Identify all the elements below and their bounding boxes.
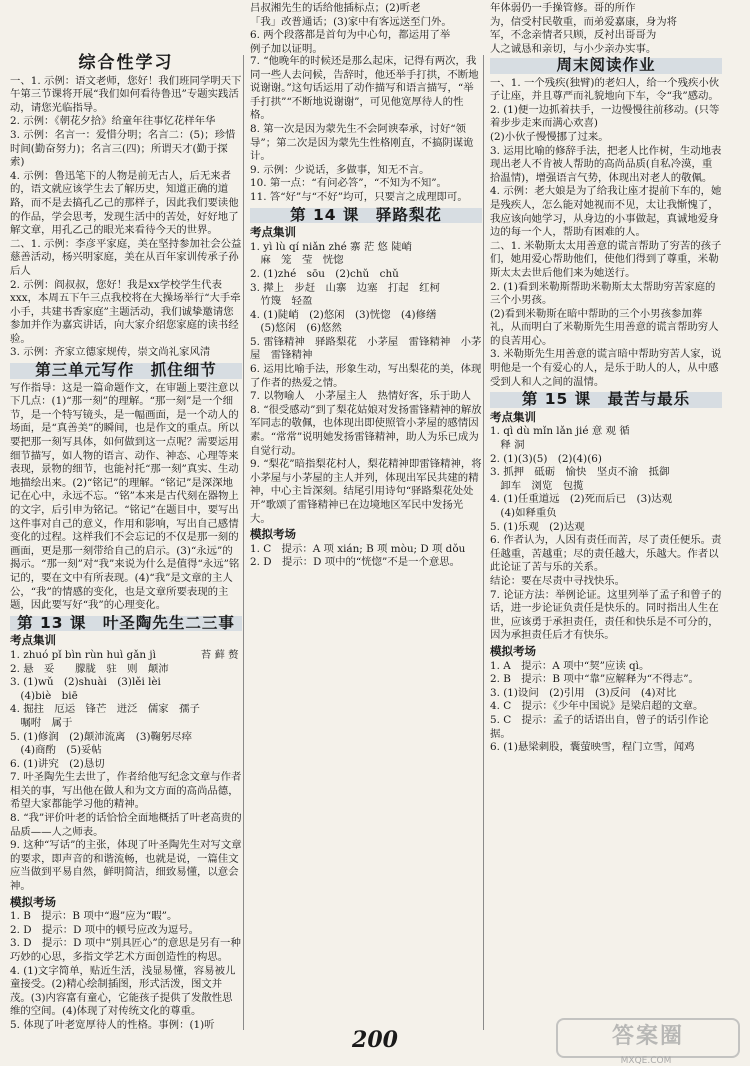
carryover-line: 人之诚恳和亲切，与小少亲办实事。 (490, 42, 657, 55)
answer-line: 2. (1)看到米勒斯帮助米勒斯太太帮助穷苦家庭的三个小男孩。 (490, 280, 716, 307)
carryover-line: 年体弱仍一手操管修。哥的所作 (490, 2, 636, 14)
answer-line: 5. 体现了叶老宽厚待人的性格。事例：(1)听 (10, 1018, 215, 1031)
answer-line: 5. (1)乐观 (2)达观 (490, 520, 585, 533)
answer-line: 2. (1)便一边抓着扶手，一边慢慢往前移动。(只等着步步走来而满心欢喜) (490, 103, 720, 130)
answer-line: 3. 米勒斯先生用善意的谎言暗中帮助穷苦人家，说明他是一个有爱心的人，是乐于助人的人，从中感受到人和人之间的温情。 (490, 348, 722, 388)
answer-line: 3. 示例：齐家立德家规传，崇文尚礼家风清 (10, 346, 211, 359)
answer-line: 3. 撵上 步赶 山寨 边塞 打起 红柯 (250, 281, 440, 294)
answer-line: 2. D 提示：D 项中的顿号应改为逗号。 (10, 923, 200, 936)
answer-line: 1. qì dù mǐn lǎn jié 意 观 循 (490, 425, 630, 438)
answer-line: 4. 示例：鲁迅笔下的人物是前无古人，后无来者的，语文就应该学生去了解历史，知道正确的道路，而不是去搞孔乙己的那样子，因此我们要读他的作品，学会思考，发现生活中的苦处，好好地了解文章，用孔乙己的眼光来看待今天的世界。 (10, 169, 239, 237)
answer-line: 10. 第一点：“有问必答”，“不知为不知”。 (250, 177, 447, 190)
answer-line: 1. C 提示：A 项 xián; B 项 mòu; D 项 dǒu (250, 542, 466, 555)
answer-line: 7. 论证方法：举例论证。这里列举了孟子和曾子的话，进一步论证负责任是快乐的。同时指出人生在世，应该勇于承担责任，责任和快乐是不可分的，因为承担责任后才有快乐。 (490, 588, 722, 642)
answer-line: 结论：要在尽责中寻找快乐。 (490, 574, 626, 587)
answer-line: 4. (1)文字简单，贴近生活，浅显易懂，容易被儿童接受。(2)精心绘制插图，形式活泼，图文并茂。(3)内容富有童心，它能孩子提供了发散性思维的空间。(4)体现了对传统文化的尊重。 (10, 964, 236, 1018)
answer-line: 7. “他晚年的时候还是那么起床，记得有两次，我同一些人去问候，告辞时，他还举手打拱，不断地说谢谢。”这句话运用了动作描写和语言描写，“举手打拱”“不断地说谢谢”，可见他宽厚待人的性格。 (250, 55, 479, 122)
answer-line: (2)看到米勒斯在暗中帮助的三个小男孩参加葬礼，从而明白了米勒斯先生用善意的谎言帮助穷人的良苦用心。 (490, 307, 719, 347)
answer-line: 9. 这种“写话”的主张，体现了叶圣陶先生对写文章的要求，即声音的和谐流畅，也就是说，一篇佳文应当做到平易自然，鲜明简洁，细致易懂，以意会神。 (10, 839, 242, 893)
carryover-line: 例子加以证明。 (250, 42, 323, 55)
answer-line: 8. “我”评价叶老的话恰恰全面地概括了叶老高贵的品质——人之师表。 (10, 812, 242, 838)
answer-line: 卸车 浏览 包揽 (490, 479, 584, 492)
answer-line: 麻 笼 莹 恍惚 (250, 254, 344, 267)
section-heading: 周末阅读作业 (490, 58, 722, 74)
carryover-line: 为，信受村民敬重，而弟爱嘉康，身为将 (490, 15, 678, 28)
answer-line: 8. 第一次是因为蒙先生不会阿谀奉承，讨好“领导”；第二次是因为蒙先生性格刚直，不搞阴谋诡计。 (250, 122, 474, 163)
top-c3 (490, 2, 722, 56)
answer-line: 3. 运用比喻的修辞手法，把老人比作树，生动地表现出老人不肯被人帮助的高尚品质(自私冷漠，重拾温情)，增强语言气势，体现出对老人的敬佩。 (490, 144, 722, 184)
answer-line: 2. B 提示：B 项中“靠”应解释为“不得志”。 (490, 673, 699, 686)
answer-line: 3. (1)wǔ (2)shuài (3)lěi lèi (10, 676, 161, 689)
carryover-line: 吕叔湘先生的话给他插标点；(2)听老 (250, 2, 421, 14)
answer-line: (4)biè biē (10, 689, 78, 702)
answer-line: 1. B 提示：B 项中“遐”应为“暇”。 (10, 910, 178, 923)
section-subheading: 考点集训 (490, 409, 536, 424)
answer-line: (4)如释重负 (490, 507, 557, 519)
section-heading: 第 13 课 叶圣陶先生二三事 (10, 616, 242, 632)
answer-line: 二、1. 示例：李彦平家庭，美在坚持参加社会公益慈善活动，杨兴明家庭，美在从百年家训传承子孙后人 (10, 237, 242, 277)
answer-line: 3. D 提示：D 项中“别具匠心”的意思是另有一种巧妙的心思，多指文学艺术方面创造性的构思。 (10, 937, 241, 963)
section-subheading: 模拟考场 (10, 894, 56, 909)
answer-line: 4. 掘拄 厄运 锋芒 迸泛 儒家 孺子 (10, 703, 200, 716)
answer-line: 2. 示例：阎叔叔，您好！我是xx学校学生代表xxx，本周五下午三点我校将在大操场举行“大手牵小手，共建书香家庭”主题活动，我们诚挚邀请您参加并作为嘉宾讲话，向大家介绍您家庭的读书经验。 (10, 278, 241, 345)
column-left (10, 55, 242, 1030)
section-heading: 第 15 课 最苦与最乐 (490, 392, 722, 408)
answer-line: 11. 答“好”与“不好”均可，只要言之成理即可。 (250, 190, 468, 203)
column-divider (243, 55, 244, 1030)
answer-line: 6. (1)悬梁刺股，囊萤映雪，程门立雪，闻鸡 (490, 741, 695, 754)
watermark-url: MXQE.COM (620, 1056, 672, 1066)
answer-line: 8. “很受感动”到了梨花姑娘对发扬雷锋精神的解放军同志的敬佩，也体现出即使照管小茅屋的感情因素。“常常”说明她发扬雷锋精神，助人为乐已成为自觉行动。 (250, 403, 482, 457)
answer-line: 3. 示例：名言一：爱惜分明；名言二：(5)；珍惜时间(勤奋努力)；名言三(四)；所谓天才(勤于探索) (10, 128, 236, 169)
carryover-line: 「我」改普通话；(3)家中有客远送至门外。 (250, 15, 452, 28)
answer-line: 4. 示例：老大娘是为了给我让座才提前下车的，她是残疾人，怎么能对她视而不见，太让我惭愧了，我应该向她学习，从身边的小事做起，真诚地爱身边的每一个人，帮助有困难的人。 (490, 185, 722, 239)
section-subheading: 考点集训 (250, 225, 296, 240)
answer-line: 9. 示例：少说话，多做事，知无不言。 (250, 163, 430, 176)
answer-line: 1. A 提示：A 项中“契”应读 qì。 (490, 659, 650, 672)
answer-line: 释 洞 (490, 439, 525, 452)
answer-line: 嘱咐 属于 (10, 716, 73, 729)
section-subheading: 考点集训 (10, 633, 56, 648)
answer-line: 写作指导：这是一篇命题作文，在审题上要注意以下几点：(1)“那一刻”的理解。“那一刻”是一个细节，是一个特写镜头，是一幅画面，是一个动人的场面，是“真善美”的瞬间，也是作文的重点。所以要把那一刻写具体，如何做到这一点呢？需要运用细节描写，如人物的语言、动作、神态、心理等来表现，景物的细节，也能衬托“那一刻”真实、生动地描绘出来。(2)“铭记”的理解。“铭记”是深深地记在心中，永远不忘。“铭”本来是古代刻在器物上的文字，后引申为铭记。“铭记”在题目中，要写出这件事对自己的意义，作用和影响，写出自己感情变化的过程。这样我们不会忘记的不仅是那一刻的画面，更是那一刻带给自己的启示。(3)“永远”的揭示。“那一刻”对“我”来说为什么是值得“永远”铭记的，要在文中有所表现。(4)“我”是文章的主人公，“我”的情感的变化，也是文章所要表现的主题，因此要写好“我”的心理变化。 (10, 381, 240, 612)
answer-line: 一、1. 示例：语文老师，您好！我们班同学明天下午第三节课将开展“我们如何看待鲁迅”专题实践活动，请您光临指导。 (10, 74, 242, 114)
answer-line: 4. (1)任重道远 (2)死而后已 (3)达观 (490, 493, 673, 506)
answer-line: 6. (1)讲究 (2)恳切 (10, 757, 105, 770)
column-divider (483, 55, 484, 1030)
watermark-logo: 答案圈 (556, 1018, 740, 1058)
column-right (490, 55, 722, 1030)
answer-line: 2. (1)(3)(5) (2)(4)(6) (490, 452, 602, 465)
answer-line: 一、1. 一个残疾(独臂)的老妇人，给一个残疾小伙子让座，并且尊严而礼貌地向下车，令“我”感动。 (490, 76, 720, 103)
answer-line: 4. C 提示：《少年中国说》是梁启超的文章。 (490, 700, 704, 713)
section-subheading: 模拟考场 (250, 527, 296, 542)
section-subheading: 模拟考场 (490, 643, 536, 658)
carryover-line: 6. 两个段落都是首句为中心句，都运用了举 (250, 29, 451, 42)
answer-line: 3. (1)设问 (2)引用 (3)反问 (4)对比 (490, 686, 677, 699)
answer-line: 7. 叶圣陶先生去世了，作者给他写纪念文章与作者相关的事，写出他在做人和为文方面的高尚品德，希望大家都能学习他的精神。 (10, 771, 242, 811)
answer-line: (2)小伙子慢慢挪了过来。 (490, 130, 609, 143)
section-heading: 综合性学习 (78, 53, 174, 73)
answer-line: 竹篾 轻盈 (250, 295, 313, 308)
top-carryover (0, 0, 750, 54)
answer-line: 2. 示例：《朝花夕拾》给童年往事忆花样年华 (10, 115, 216, 128)
answer-line: 4. (1)陡峭 (2)悠闲 (3)恍惚 (4)修缮 (250, 308, 437, 321)
answer-line: (4)商酌 (5)妥帖 (10, 744, 102, 757)
page-number: 200 (352, 1027, 398, 1053)
answer-line: 2. (1)zhé sōu (2)chǔ chǔ (250, 267, 399, 280)
top-c2 (250, 2, 482, 56)
section-heading: 第三单元写作 抓住细节 (10, 363, 242, 379)
answer-line: 5. 雷锋精神 驿路梨花 小茅屋 雷锋精神 小茅屋 雷锋精神 (250, 335, 482, 362)
answer-line: 5. C 提示：孟子的话语出自，曾子的话引作论据。 (490, 713, 709, 740)
section-heading: 第 14 课 驿路梨花 (250, 208, 482, 224)
answer-line: 2. 悬 妥 朦胧 驻 则 颠沛 (10, 662, 169, 675)
answer-line: 7. 以物喻人 小茅屋主人 热情好客，乐于助人 (250, 390, 472, 403)
answer-line: 6. 作者认为，人因有责任而苦，尽了责任便乐。责任越重，苦越重；尽的责任越大，乐越大。作者以此论证了苦与乐的关系。 (490, 534, 722, 574)
answer-line: (5)悠闲 (6)悠然 (250, 322, 342, 335)
answer-line: 3. 抓押 砥砺 愉快 坚贞不渝 抵御 (490, 466, 670, 479)
answer-line: 6. 运用比喻手法，形象生动，写出梨花的美，体现了作者的热爱之情。 (250, 363, 482, 389)
column-middle (250, 55, 482, 569)
answer-line: 2. D 提示：D 项中的“恍惚”不是一个意思。 (250, 556, 461, 569)
answer-line: 5. (1)修润 (2)颠沛流离 (3)鞠躬尽瘁 (10, 730, 193, 743)
answer-line: 二、1. 米勒斯太太用善意的谎言帮助了穷苦的孩子们，她用爱心帮助他们，使他们得到了尊重，米勒斯太太去世后他们来为她送行。 (490, 239, 722, 279)
answer-line: 1. yì lù qí niǎn zhé 寨 茫 悠 陡峭 (250, 240, 412, 253)
answer-line: 1. zhuó pǐ bìn rùn huì gǎn jì 苔 藓 赘 (10, 648, 239, 661)
answer-line: 9. “梨花”暗指梨花村人，梨花精神即雷锋精神，将小茅屋与小茅屋的主人并列，体现出军民共建的精神，中心主旨深刻。结尾引用诗句“驿路梨花处处开”歌颂了雷锋精神已在边境地区军民中发扬光大。 (250, 458, 482, 525)
carryover-line: 军，不念亲情者只顾，反衬出哥哥为 (490, 29, 657, 42)
